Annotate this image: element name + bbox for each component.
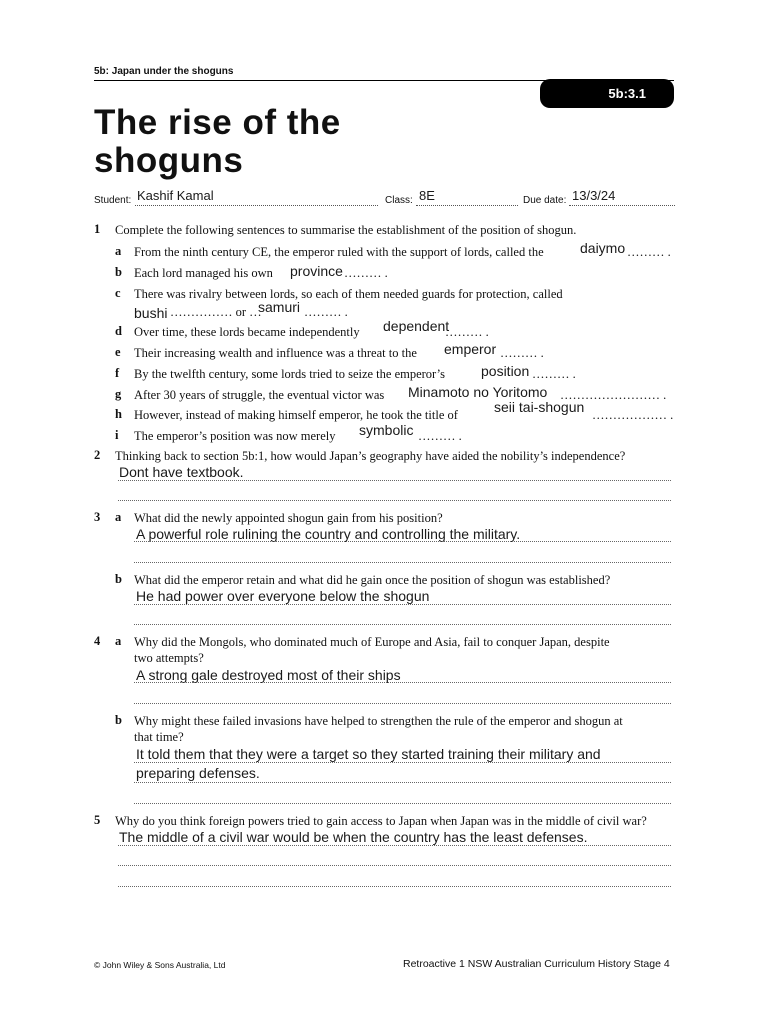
fill-in-tail: ……………… .	[592, 408, 674, 422]
due-date-label: Due date:	[523, 195, 567, 206]
item-text: By the twelfth century, some lords tried to seize the emperor’s	[134, 367, 446, 381]
answer-text[interactable]: He had power over everyone below the shogun	[136, 588, 430, 604]
question-number: 3	[94, 510, 101, 524]
worksheet-code-badge: 5b:3.1	[540, 79, 674, 108]
item-letter: e	[115, 345, 121, 359]
item-letter: f	[115, 366, 120, 380]
question-prompt: What did the newly appointed shogun gain from his position?	[134, 511, 443, 525]
fill-in-tail: ……… .	[627, 245, 671, 259]
question-number: 2	[94, 448, 101, 462]
question-number: 4	[94, 634, 101, 648]
answer-text[interactable]: Dont have textbook.	[119, 464, 244, 480]
answer-line	[118, 480, 671, 481]
item-letter: i	[115, 428, 119, 442]
fill-in-answer[interactable]: Minamoto no Yoritomo	[408, 384, 548, 400]
question-number: 5	[94, 813, 101, 827]
fill-in-answer[interactable]: province	[290, 263, 343, 279]
answer-line	[134, 803, 671, 804]
answer-line	[134, 562, 671, 563]
question-number: 1	[94, 222, 101, 236]
question-prompt-continued: that time?	[134, 730, 184, 744]
item-text-continued: …………… or …	[170, 305, 262, 319]
item-text: The emperor’s position was now merely	[134, 429, 336, 443]
student-label: Student:	[94, 195, 132, 206]
class-label: Class:	[385, 195, 413, 206]
answer-line	[118, 500, 671, 501]
item-letter: h	[115, 407, 122, 421]
item-text: Over time, these lords became independently	[134, 325, 360, 339]
item-letter: a	[115, 634, 122, 648]
answer-line	[134, 762, 671, 763]
fill-in-tail: ……… .	[532, 367, 576, 381]
question-prompt-continued: two attempts?	[134, 651, 204, 665]
question-prompt: Complete the following sentences to summarise the establishment of the position of shogun.	[115, 223, 577, 237]
footer-copyright: © John Wiley & Sons Australia, Ltd	[94, 960, 226, 970]
page-title	[94, 104, 341, 180]
answer-text[interactable]: The middle of a civil war would be when the country has the least defenses.	[119, 829, 588, 845]
due-date-value[interactable]: 13/3/24	[572, 188, 616, 203]
due-date-line	[569, 205, 675, 206]
answer-line	[118, 886, 671, 887]
question-prompt: Thinking back to section 5b:1, how would Japan’s geography have aided the nobility’s independence?	[115, 449, 626, 463]
item-letter: b	[115, 265, 122, 279]
answer-line	[134, 682, 671, 683]
fill-in-answer-2[interactable]: samuri	[258, 299, 301, 315]
item-text: After 30 years of struggle, the eventual victor was	[134, 388, 385, 402]
fill-in-answer[interactable]: emperor	[444, 341, 497, 357]
fill-in-answer[interactable]: symbolic	[359, 422, 414, 438]
fill-in-tail: ……… .	[418, 429, 462, 443]
item-letter: b	[115, 713, 122, 727]
item-text: However, instead of making himself emperor, he took the title of	[134, 408, 458, 422]
item-text: Their increasing wealth and influence was a threat to the	[134, 346, 417, 360]
question-prompt: What did the emperor retain and what did he gain once the position of shogun was established?	[134, 573, 611, 587]
fill-in-tail: …………………… .	[560, 388, 667, 402]
answer-text-line1[interactable]: It told them that they were a target so they started training their military and	[136, 746, 601, 762]
answer-line	[134, 541, 671, 542]
fill-in-tail: ……… .	[445, 325, 489, 339]
fill-in-tail: ……… .	[344, 266, 388, 280]
page-title-line2: shoguns	[94, 141, 244, 180]
question-prompt: Why did the Mongols, who dominated much of Europe and Asia, fail to conquer Japan, despite	[134, 635, 610, 649]
fill-in-answer[interactable]: daiymo	[580, 240, 626, 256]
item-letter: c	[115, 286, 121, 300]
footer-book-title: Retroactive 1 NSW Australian Curriculum History Stage 4	[403, 958, 670, 970]
fill-in-answer[interactable]: bushi	[134, 305, 168, 321]
answer-line	[134, 604, 671, 605]
question-prompt: Why might these failed invasions have helped to strengthen the rule of the emperor and shogun at	[134, 714, 623, 728]
answer-text[interactable]: A strong gale destroyed most of their ships	[136, 667, 401, 683]
answer-line	[134, 782, 671, 783]
fill-in-tail: ……… .	[304, 305, 348, 319]
answer-line	[134, 624, 671, 625]
item-letter: a	[115, 244, 122, 258]
student-name-line	[135, 205, 378, 206]
item-letter: d	[115, 324, 122, 338]
item-letter: a	[115, 510, 122, 524]
fill-in-answer[interactable]: seii tai-shogun	[494, 399, 585, 415]
answer-text[interactable]: A powerful role rulining the country and controlling the military.	[136, 526, 521, 542]
item-letter: b	[115, 572, 122, 586]
answer-text-line2[interactable]: preparing defenses.	[136, 765, 260, 781]
answer-line	[134, 703, 671, 704]
page-title-line1: The rise of the	[94, 103, 341, 142]
class-line	[416, 205, 518, 206]
fill-in-answer[interactable]: position	[481, 363, 530, 379]
answer-line	[118, 845, 671, 846]
item-text: From the ninth century CE, the emperor ruled with the support of lords, called the	[134, 245, 544, 259]
item-text: Each lord managed his own	[134, 266, 273, 280]
class-value[interactable]: 8E	[419, 188, 435, 203]
section-header: 5b: Japan under the shoguns	[94, 66, 234, 77]
fill-in-answer[interactable]: dependent	[383, 318, 450, 334]
item-text: There was rivalry between lords, so each of them needed guards for protection, called	[134, 287, 563, 301]
item-letter: g	[115, 387, 122, 401]
student-name-value[interactable]: Kashif Kamal	[137, 188, 214, 203]
fill-in-tail: ……… .	[500, 346, 544, 360]
question-prompt: Why do you think foreign powers tried to gain access to Japan when Japan was in the middle of civil war?	[115, 814, 647, 828]
answer-line	[118, 865, 671, 866]
